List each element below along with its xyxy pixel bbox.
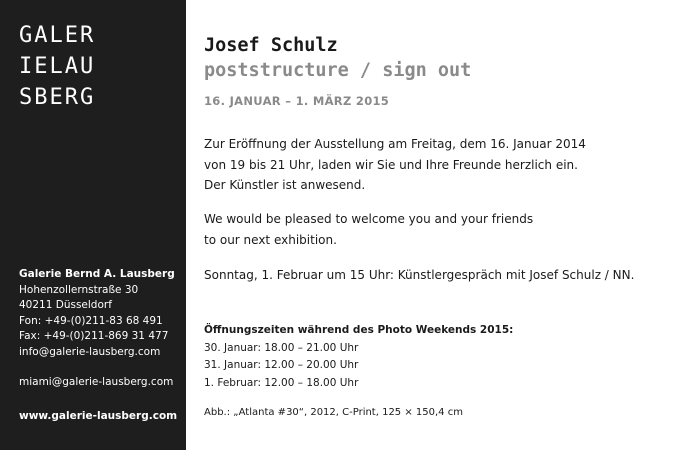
gallery-name: Galerie Bernd A. Lausberg	[19, 268, 175, 280]
left-panel	[0, 0, 186, 450]
invitation-en-line: We would be pleased to welcome you and your friends	[204, 212, 534, 226]
opening-hours-row: 31. Januar: 12.00 – 20.00 Uhr	[204, 359, 359, 371]
artist-name: Josef Schulz	[204, 35, 338, 56]
invitation-english	[204, 209, 533, 250]
invitation-de-line: von 19 bis 21 Uhr, laden wir Sie und Ihre Freunde herzlich ein.	[204, 157, 578, 172]
gallery-city: 40211 Düsseldorf	[19, 299, 112, 311]
gallery-website[interactable]: www.galerie-lausberg.com	[19, 410, 178, 422]
opening-hours-row: 1. Februar: 12.00 – 18.00 Uhr	[204, 376, 359, 389]
gallery-phone: Fon: +49-(0)211-83 68 491	[19, 314, 163, 327]
gallery-logo	[19, 20, 95, 113]
invitation-german	[204, 134, 586, 196]
opening-hours-row: 30. Januar: 18.00 – 21.00 Uhr	[204, 341, 359, 354]
image-caption: Abb.: „Atlanta #30“, 2012, C-Print, 125 × 150,4 cm	[204, 407, 463, 418]
invitation-de-line: Zur Eröffnung der Ausstellung am Freitag, dem 16. Januar 2014	[204, 137, 586, 151]
gallery-email[interactable]: info@galerie-lausberg.com	[19, 345, 161, 358]
exhibition-dates: 16. JANUAR – 1. MÄRZ 2015	[204, 94, 390, 108]
logo-line-1: GALER	[19, 23, 96, 48]
gallery-fax: Fax: +49-(0)211-869 31 477	[19, 330, 169, 342]
gallery-email-miami[interactable]: miami@galerie-lausberg.com	[19, 376, 174, 388]
invitation-en-line: to our next exhibition.	[204, 232, 337, 247]
opening-hours	[204, 322, 513, 392]
gallery-street: Hohenzollernstraße 30	[19, 283, 139, 296]
logo-line-2: IELAU	[19, 54, 96, 79]
exhibition-title: poststructure / sign out	[204, 60, 472, 81]
opening-hours-heading: Öffnungszeiten während des Photo Weekends 2015:	[204, 324, 514, 336]
artist-talk: Sonntag, 1. Februar um 15 Uhr: Künstlergespräch mit Josef Schulz / NN.	[204, 268, 635, 282]
gallery-address	[19, 267, 178, 422]
logo-line-3: SBERG	[19, 85, 96, 110]
invitation-de-line: Der Künstler ist anwesend.	[204, 178, 366, 192]
